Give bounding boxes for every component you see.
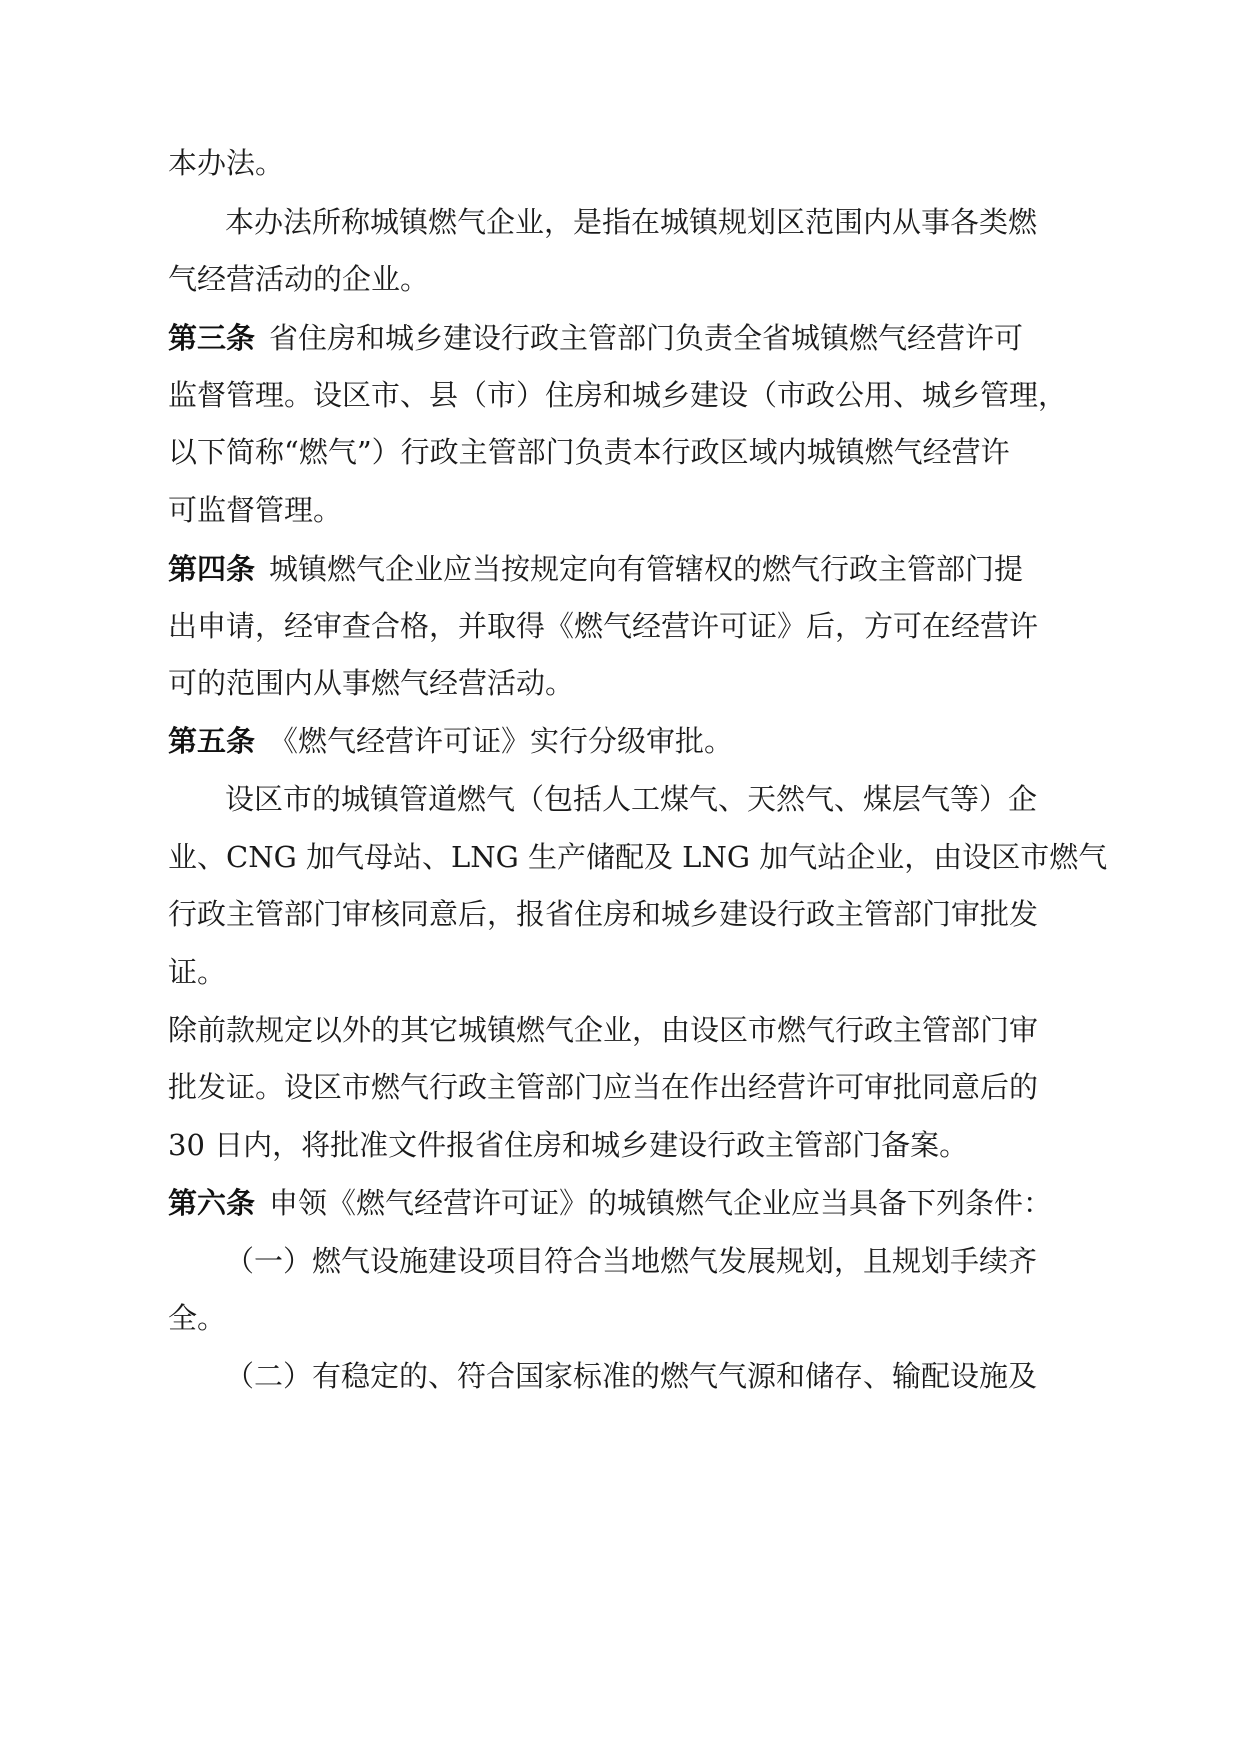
text-line — [0, 950, 1241, 994]
line-text: （一）燃气设施建设项目符合当地燃气发展规划，且规划手续齐 — [225, 1244, 1038, 1278]
line-text: 行政主管部门审核同意后，报省住房和城乡建设行政主管部门审批发 — [168, 897, 1039, 931]
line-text: （二）有稳定的、符合国家标准的燃气气源和储存、输配设施及 — [225, 1359, 1038, 1393]
text-line — [0, 777, 1241, 821]
line-text: 出申请，经审查合格，并取得《燃气经营许可证》后，方可在经营许 — [168, 609, 1039, 643]
text-line — [0, 661, 1241, 705]
line-text: 证。 — [168, 955, 227, 989]
text-line — [0, 488, 1241, 532]
line-text: 可的范围内从事燃气经营活动。 — [168, 666, 575, 700]
line-text: 可监督管理。 — [168, 493, 343, 527]
text-line — [0, 604, 1241, 648]
text-line — [0, 1354, 1241, 1398]
article-heading-line — [0, 547, 1241, 591]
line-text: 批发证。设区市燃气行政主管部门应当在作出经营许可审批同意后的 — [168, 1070, 1039, 1104]
text-line — [0, 1123, 1241, 1167]
line-text: 监督管理。设区市、县（市）住房和城乡建设（市政公用、城乡管理， — [168, 378, 1068, 412]
article-heading-line — [0, 1181, 1241, 1225]
line-text: 设区市的城镇管道燃气（包括人工煤气、天然气、煤层气等）企 — [225, 782, 1038, 816]
line-text: 本办法。 — [168, 146, 285, 180]
line-text: 业、CNG 加气母站、LNG 生产储配及 LNG 加气站企业，由设区市燃气 — [168, 840, 1108, 874]
article-heading-line — [0, 316, 1241, 360]
text-line — [0, 141, 1241, 185]
text-line — [0, 835, 1241, 879]
text-line — [0, 1065, 1241, 1109]
line-text: 城镇燃气企业应当按规定向有管辖权的燃气行政主管部门提 — [269, 552, 1024, 586]
article-5-label: 第五条 — [168, 724, 256, 758]
text-line — [0, 257, 1241, 301]
line-text: 以下简称“燃气”）行政主管部门负责本行政区域内城镇燃气经营许 — [168, 435, 1010, 469]
line-text: 申领《燃气经营许可证》的城镇燃气企业应当具备下列条件： — [269, 1186, 1053, 1220]
article-3-label: 第三条 — [168, 321, 256, 355]
text-line — [0, 373, 1241, 417]
line-text: 《燃气经营许可证》实行分级审批。 — [269, 724, 734, 758]
text-line — [0, 892, 1241, 936]
text-line — [0, 430, 1241, 474]
article-6-label: 第六条 — [168, 1186, 256, 1220]
line-text: 气经营活动的企业。 — [168, 262, 430, 296]
text-line — [0, 1008, 1241, 1052]
line-text: 省住房和城乡建设行政主管部门负责全省城镇燃气经营许可 — [269, 321, 1024, 355]
line-text: 本办法所称城镇燃气企业，是指在城镇规划区范围内从事各类燃 — [225, 205, 1038, 239]
article-4-label: 第四条 — [168, 552, 256, 586]
text-line — [0, 1296, 1241, 1340]
text-line — [0, 200, 1241, 244]
line-text: 除前款规定以外的其它城镇燃气企业，由设区市燃气行政主管部门审 — [168, 1013, 1039, 1047]
text-line — [0, 1239, 1241, 1283]
line-text: 30 日内，将批准文件报省住房和城乡建设行政主管部门备案。 — [168, 1128, 969, 1162]
line-text: 全。 — [168, 1301, 227, 1335]
article-heading-line — [0, 719, 1241, 763]
